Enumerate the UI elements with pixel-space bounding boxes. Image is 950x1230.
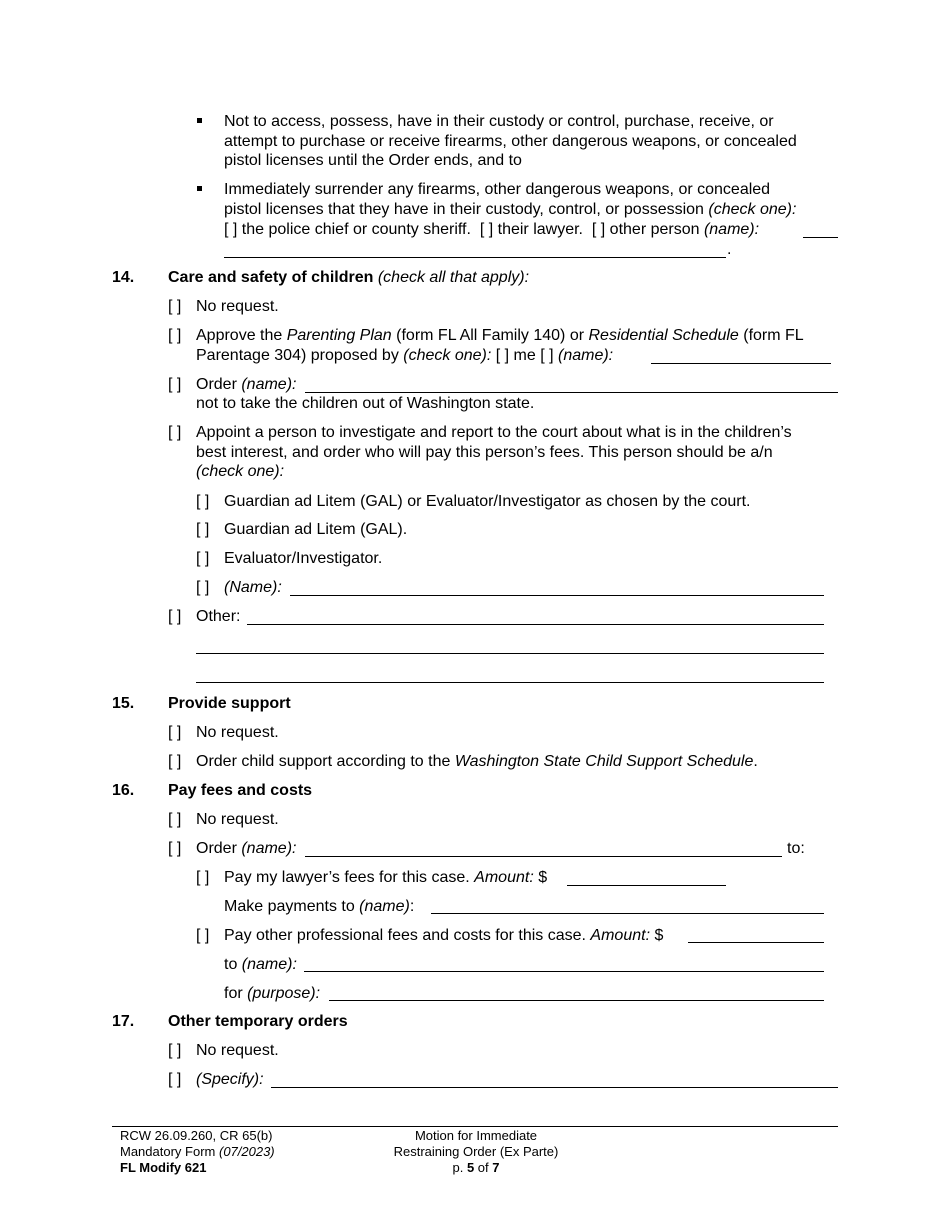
for-purpose-label: for (purpose):: [224, 985, 321, 1002]
bullet-2-line-2: pistol licenses that they have in their custody, control, or possession (check one):: [224, 201, 797, 218]
checkbox-s14-no-request[interactable]: [ ]: [168, 298, 182, 315]
section-17-title: Other temporary orders: [168, 1013, 348, 1030]
bullet-marker: [197, 118, 202, 123]
s14-other-field-2[interactable]: [196, 653, 824, 654]
s15-no-request-label: No request.: [196, 724, 279, 741]
checkbox-appoint-gal[interactable]: [ ]: [196, 521, 210, 538]
s16-no-request-label: No request.: [196, 811, 279, 828]
make-payments-name-field[interactable]: [431, 913, 824, 914]
bullet-1-line-2: attempt to purchase or receive firearms, other dangerous weapons, or concealed: [224, 133, 797, 150]
checkbox-s14-approve[interactable]: [ ]: [168, 327, 182, 344]
appoint-court-choice-label: Guardian ad Litem (GAL) or Evaluator/Investigator as chosen by the court.: [224, 493, 751, 510]
bullet-2-line-1: Immediately surrender any firearms, other dangerous weapons, or concealed: [224, 181, 771, 198]
footer-rule: [112, 1126, 838, 1127]
s16-order-label: Order (name):: [196, 840, 297, 857]
s17-no-request-label: No request.: [196, 1042, 279, 1059]
bullet-1-line-3: pistol licenses until the Order ends, and to: [224, 152, 522, 169]
s14-appoint-line-1: Appoint a person to investigate and report to the court about what is in the children’s: [196, 424, 792, 441]
s14-order-label: Order (name):: [196, 376, 297, 393]
footer-title-1: Motion for Immediate: [414, 1128, 538, 1143]
checkbox-s17-specify[interactable]: [ ]: [168, 1071, 182, 1088]
option-police-sheriff[interactable]: [ ] the police chief or county sheriff.: [224, 221, 471, 238]
section-16-number: 16.: [112, 782, 135, 799]
other-fees-amount-field[interactable]: [688, 942, 824, 943]
checkbox-appoint-court-choice[interactable]: [ ]: [196, 493, 210, 510]
footer-mandatory-form: Mandatory Form (07/2023): [120, 1144, 275, 1159]
period: .: [727, 241, 732, 258]
s14-other-label: Other:: [196, 608, 241, 625]
checkbox-s15-no-request[interactable]: [ ]: [168, 724, 182, 741]
other-person-name-field[interactable]: [803, 237, 838, 238]
appoint-name-field[interactable]: [290, 595, 824, 596]
section-14-title: Care and safety of children (check all that apply):: [168, 269, 530, 286]
footer-page-number: p. 5 of 7: [452, 1160, 500, 1175]
s14-appoint-line-2: best interest, and order who will pay this person’s fees. This person should be a/n: [196, 444, 773, 461]
other-person-name-field-cont[interactable]: [224, 257, 726, 258]
lawyer-fees-amount-field[interactable]: [567, 885, 726, 886]
s14-order-line-2: not to take the children out of Washington state.: [196, 395, 535, 412]
checkbox-appoint-evaluator[interactable]: [ ]: [196, 550, 210, 567]
s17-specify-field[interactable]: [271, 1087, 838, 1088]
option-other-person[interactable]: [ ] other person: [591, 221, 704, 238]
to-name-field[interactable]: [304, 971, 824, 972]
appoint-name-label: (Name):: [224, 579, 282, 596]
s15-child-support-label: Order child support according to the Washington State Child Support Schedule.: [196, 753, 758, 770]
s14-approve-line-2: Parentage 304) proposed by (check one): [ ] me [ ] (name):: [196, 347, 614, 364]
checkbox-s16-no-request[interactable]: [ ]: [168, 811, 182, 828]
section-15-title: Provide support: [168, 695, 291, 712]
bullet-1-line-1: Not to access, possess, have in their custody or control, purchase, receive, or: [224, 113, 774, 130]
section-14-number: 14.: [112, 269, 135, 286]
s14-appoint-line-3: (check one):: [196, 463, 285, 480]
other-professional-fees-label: Pay other professional fees and costs for this case. Amount: $: [224, 927, 664, 944]
s16-order-name-field[interactable]: [305, 856, 782, 857]
to-name-label: to (name):: [224, 956, 297, 973]
approve-name-field[interactable]: [651, 363, 831, 364]
section-15-number: 15.: [112, 695, 135, 712]
appoint-evaluator-label: Evaluator/Investigator.: [224, 550, 383, 567]
checkbox-other-professional-fees[interactable]: [ ]: [196, 927, 210, 944]
section-16-title: Pay fees and costs: [168, 782, 313, 799]
s14-no-request-label: No request.: [196, 298, 279, 315]
s14-other-field-3[interactable]: [196, 682, 824, 683]
checkbox-lawyer-fees[interactable]: [ ]: [196, 869, 210, 886]
make-payments-label: Make payments to (name):: [224, 898, 415, 915]
checkbox-s14-appoint[interactable]: [ ]: [168, 424, 182, 441]
s16-to-label: to:: [787, 840, 805, 857]
appoint-gal-label: Guardian ad Litem (GAL).: [224, 521, 408, 538]
s14-other-field[interactable]: [247, 624, 824, 625]
lawyer-fees-label: Pay my lawyer’s fees for this case. Amount: $: [224, 869, 548, 886]
checkbox-appoint-name[interactable]: [ ]: [196, 579, 210, 596]
bullet-marker: [197, 186, 202, 191]
footer-title-2: Restraining Order (Ex Parte): [393, 1144, 559, 1159]
section-17-number: 17.: [112, 1013, 135, 1030]
s17-specify-label: (Specify):: [196, 1071, 264, 1088]
s14-approve-line-1: Approve the Parenting Plan (form FL All Family 140) or Residential Schedule (form FL: [196, 327, 804, 344]
order-name-field[interactable]: [305, 392, 838, 393]
checkbox-s14-order[interactable]: [ ]: [168, 376, 182, 393]
for-purpose-field[interactable]: [329, 1000, 824, 1001]
surrender-options: [ ] the police chief or county sheriff. [ ] their lawyer. [ ] other person (name):: [224, 221, 760, 238]
footer-rcw: RCW 26.09.260, CR 65(b): [120, 1128, 273, 1143]
checkbox-s14-other[interactable]: [ ]: [168, 608, 182, 625]
option-their-lawyer[interactable]: [ ] their lawyer.: [479, 221, 583, 238]
checkbox-s15-child-support[interactable]: [ ]: [168, 753, 182, 770]
checkbox-s16-order[interactable]: [ ]: [168, 840, 182, 857]
checkbox-s17-no-request[interactable]: [ ]: [168, 1042, 182, 1059]
footer-form-id: FL Modify 621: [120, 1160, 207, 1175]
